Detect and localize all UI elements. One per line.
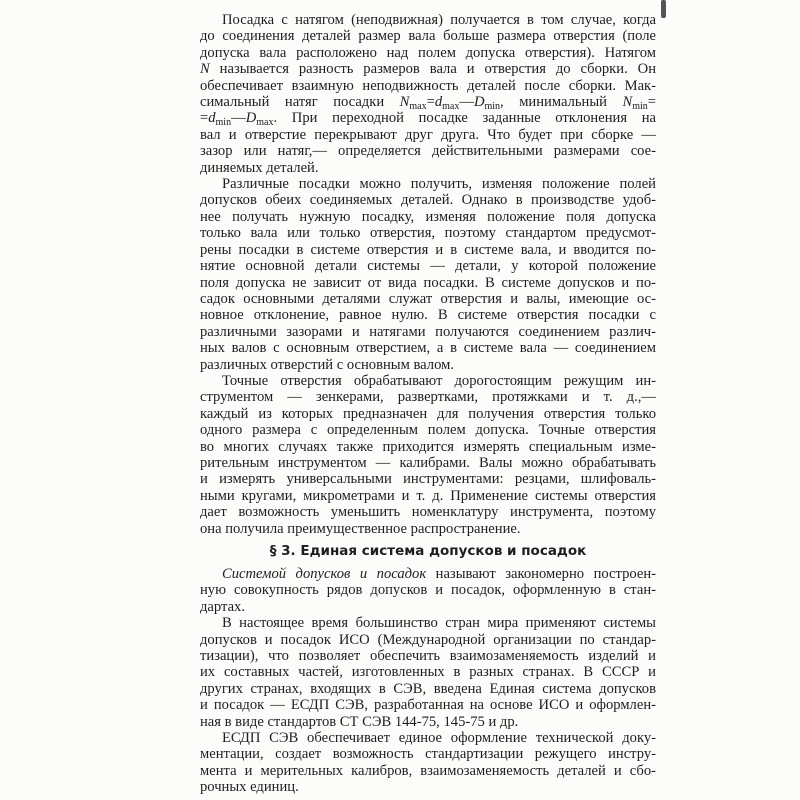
text-line: В настоящее время большинство стран мира применяют системы (222, 615, 656, 632)
text-line: ными кругами, микрометрами и т. д. Применение системы отверстия (200, 487, 656, 504)
text-line: Различные посадки можно получить, изменяя положение полей (222, 176, 656, 193)
text-segment: D (473, 94, 485, 111)
text-line: рочных единиц. (200, 779, 299, 796)
text-segment: N (200, 61, 210, 78)
scrollbar[interactable] (661, 0, 666, 18)
section-heading: § 3. Единая система допусков и посадок (269, 543, 587, 559)
text-line: допуска вала расположено над полем допуска отверстия). Натягом (200, 44, 656, 61)
paragraph-iso (200, 615, 656, 730)
text-line: дает возможность уменьшить номенклатуру инструмента, поэтому (200, 504, 656, 521)
text-segment: . При переходной посадке заданные отклонения на (273, 110, 656, 127)
text-segment: , минимальный (500, 94, 623, 111)
text-line (200, 110, 656, 129)
subscript: min (484, 101, 501, 113)
paragraph-fit-systems (200, 176, 656, 373)
text-line: Точные отверстия обрабатывают дорогостоящим режущим ин- (222, 372, 656, 389)
page-text (200, 12, 656, 796)
text-segment: D (245, 110, 257, 127)
text-line: различными зазорами и натягами получаются соединением различ- (200, 323, 656, 340)
text-line: новное отклонение, равное нулю. В системе отверстия посадки с (200, 307, 656, 324)
text-line (200, 94, 657, 113)
text-line: струментом — зенкерами, развертками, протяжками и т. д.,— (200, 389, 656, 406)
text-line: садок основными деталями служат отверстия и валы, имеющие ос- (200, 290, 656, 307)
text-segment: называется разность размеров вала и отверстия до сборки. Он (209, 61, 656, 78)
text-line: мента и мерительных калибров, взаимозаменяемость деталей и сбо- (200, 762, 656, 779)
text-line: рительным инструментом — калибрами. Валы можно обрабатывать (200, 454, 656, 471)
subscript: max (442, 101, 460, 113)
text-line: нятие основной детали системы — детали, у которой положение (200, 258, 656, 275)
text-segment: d (208, 110, 216, 127)
text-line: дартах. (200, 598, 245, 615)
text-line: тизации), что позволяет обеспечить взаимозаменяемость изделий и (200, 648, 656, 665)
text-line: зазор или натяг,— определяется действительными размерами сое- (200, 143, 656, 160)
text-line: во многих случаях также приходится измерять специальным изме- (200, 438, 656, 455)
text-line: Посадка с натягом (неподвижная) получается в том случае, когда (222, 12, 656, 28)
text-line: она получила преимущественное распространение. (200, 520, 521, 537)
text-segment: = (200, 110, 209, 127)
text-segment: Системой допусков и посадок (222, 566, 427, 582)
subscript: min (632, 101, 648, 113)
subscript: max (256, 117, 274, 129)
text-segment: N (399, 94, 410, 111)
text-line: других странах, входящих в СЭВ, введена Единая система допусков (200, 680, 656, 697)
text-line: ных валов с основным отверстием, а в системе вала — соединением (200, 340, 656, 357)
text-segment: — (231, 110, 246, 127)
paragraph-esdp (200, 730, 656, 796)
text-segment: — (459, 94, 474, 111)
text-line (200, 61, 656, 77)
text-line: ментации, создает возможность стандартизации режущего инстру- (200, 746, 656, 763)
text-segment: = (426, 94, 435, 111)
text-line: допусков обеих соединяемых деталей. Однако в производстве удоб- (200, 192, 656, 209)
text-segment: симальный натяг посадки (200, 94, 400, 111)
text-line: рены посадки в системе отверстия и в системе вала, и вводится по- (200, 241, 656, 258)
text-line: обеспечивает взаимную неподвижность деталей после сборки. Мак- (200, 77, 656, 94)
text-line: вал и отверстие перекрывают друг друга. Что будет при сборке — (200, 126, 656, 143)
text-line: диняемых деталей. (200, 159, 319, 176)
text-line: ная в виде стандартов СТ СЭВ 144-75, 145-75 и др. (200, 713, 519, 730)
text-line: ную совокупность рядов допусков и посадок, оформленную в стан- (200, 582, 656, 599)
text-line: допусков и посадок ИСО (Международной организации по стандар- (200, 631, 656, 648)
text-line: их составных частей, изготовленных в разных странах. В СССР и (200, 664, 656, 681)
text-line: ЕСДП СЭВ обеспечивает единое оформление технической доку- (222, 730, 656, 747)
text-segment: называют закономерно построен- (426, 566, 656, 582)
text-line: до соединения деталей размер вала больше размера отверстия (поле (200, 28, 656, 45)
subscript: max (409, 101, 427, 113)
text-line: нее получать нужную посадку, изменяя положение поля допуска (200, 208, 656, 225)
text-segment: d (434, 94, 443, 111)
text-line: поля допуска не зависит от вида посадки. В системе допусков и по- (200, 274, 656, 291)
paragraph-interference-fit (200, 12, 656, 176)
text-line: одного размера с определенным полем допуска. Точные отверстия (200, 422, 656, 439)
text-segment: = (647, 94, 657, 111)
text-line: только вала или только отверстия, поэтому стандартом предусмот- (200, 225, 656, 242)
text-line: различных отверстий с основным валом. (200, 356, 454, 373)
text-line (200, 566, 656, 582)
text-line: каждый из которых предназначен для получения отверстия только (200, 405, 656, 422)
text-segment: N (622, 94, 633, 111)
subscript: min (215, 117, 232, 129)
text-line: и посадок — ЕСДП СЭВ, разработанная на основе ИСО и оформлен- (200, 697, 656, 714)
text-line: и измерять универсальными инструментами: резцами, шлифоваль- (200, 471, 656, 488)
paragraph-precise-holes (200, 373, 656, 537)
paragraph-definition (200, 566, 656, 615)
